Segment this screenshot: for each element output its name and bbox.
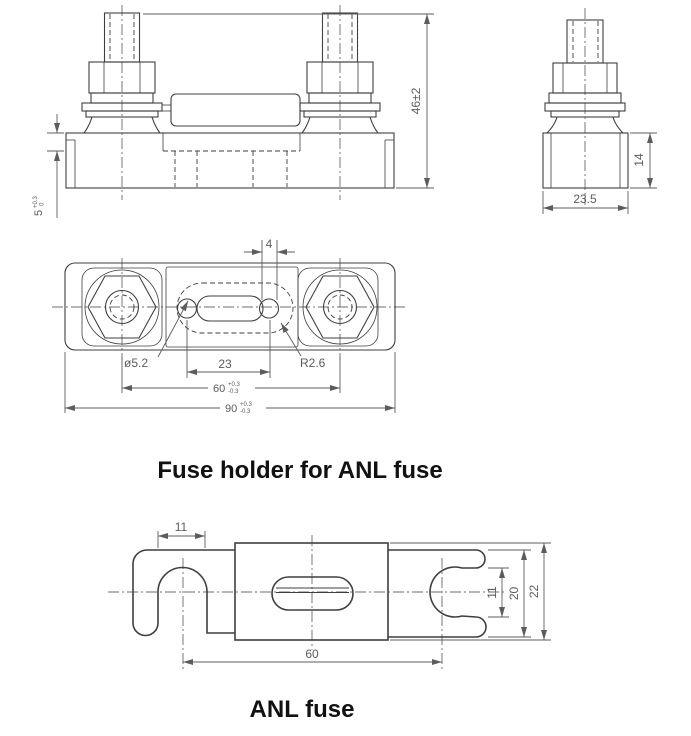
- dim-overall-length-tol-dn: -0.3: [240, 409, 251, 415]
- side-view: [543, 8, 657, 214]
- dim-step-tol-dn: 0: [39, 202, 46, 206]
- fuse-body: [235, 543, 388, 640]
- dim-base-width-label: 23.5: [573, 192, 597, 206]
- dim-slot-width-left-label: 11: [174, 520, 188, 534]
- dim-overall-length-tol-up: +0.3: [240, 402, 252, 408]
- dimension-base-step: [33, 114, 64, 218]
- dim-overall-length-value: 90: [225, 403, 238, 415]
- dimension-hole-spacing: [183, 647, 442, 662]
- fuse-view: [108, 520, 551, 670]
- dim-slot-width-right-label: 11: [485, 586, 499, 599]
- dim-height-label: 46±2: [409, 87, 423, 115]
- dim-base-height-label: 14: [632, 153, 646, 167]
- dimension-slot-length: [187, 320, 270, 378]
- fuse-terminal-right: [388, 550, 486, 637]
- dim-slot-length-label: 23: [218, 357, 232, 371]
- holder-base: [66, 133, 394, 188]
- dim-body-height-label: 22: [527, 584, 541, 599]
- dimension-slot-width-left: [158, 520, 205, 548]
- dim-stud-spacing-tol-up: +0.3: [228, 382, 240, 388]
- fuse-caption: ANL fuse: [249, 696, 355, 723]
- fuse-window: [272, 577, 353, 610]
- dim-step-tol-up: +0.3: [33, 196, 39, 208]
- dim-stud-spacing-tol-dn: -0.3: [228, 389, 239, 395]
- base-side: [543, 133, 628, 188]
- top-view: [52, 237, 408, 415]
- dimension-base-width: [543, 191, 628, 214]
- dim-stud-spacing-value: 60: [213, 383, 226, 395]
- drawing-title: Fuse holder for ANL fuse: [157, 457, 443, 484]
- fuse-terminal-left: [133, 550, 235, 636]
- dim-hole-spacing-label: 60: [305, 647, 319, 661]
- dim-step-value: 5: [33, 209, 45, 216]
- dim-terminal-height-label: 20: [507, 586, 521, 601]
- hole-diameter-label: ø5.2: [124, 356, 149, 370]
- center-slot: [177, 283, 293, 333]
- fuse-strip: [162, 94, 300, 126]
- dimension-slot-end: [244, 237, 295, 300]
- dimension-base-height: [630, 133, 657, 188]
- dimension-overall-height: [143, 14, 434, 188]
- front-view: [33, 5, 434, 218]
- dimension-body-height: [390, 543, 551, 640]
- dim-slot-end-label: 4: [265, 237, 273, 251]
- dimension-slot-width-right: [485, 568, 509, 617]
- slot-radius-label: R2.6: [300, 356, 326, 370]
